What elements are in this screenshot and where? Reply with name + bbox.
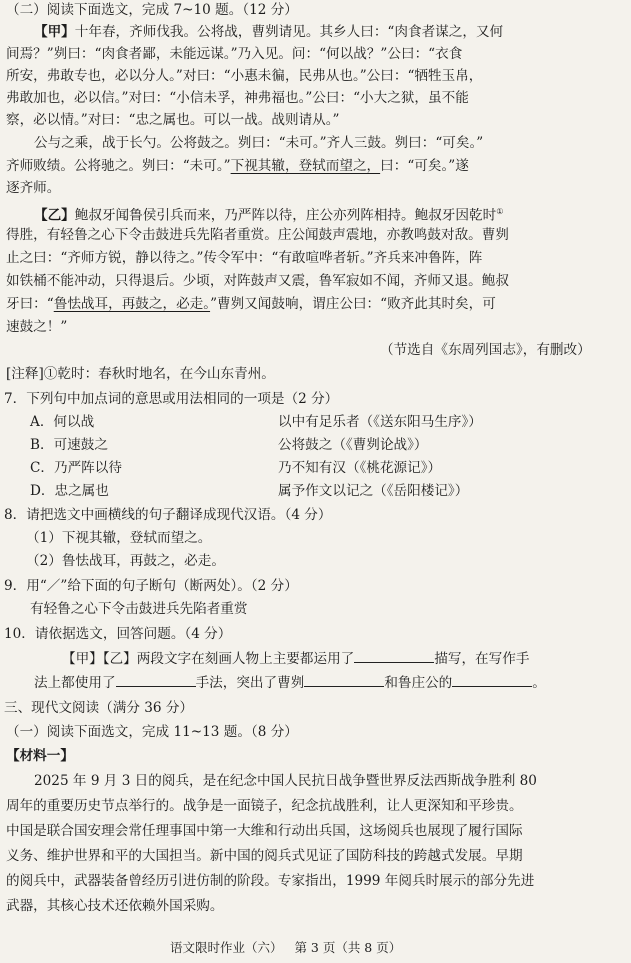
material-line-1: 2025 年 9 月 3 日的阅兵，是在纪念中国人民抗日战争暨世界反法西斯战争胜利 80 xyxy=(34,773,537,789)
yi-line-2: 得胜，有轻鲁之心下令击鼓进兵先陷者重赏。庄公闻鼓声震地，亦教鸣鼓对敌。曹刿 xyxy=(6,227,509,243)
jia-line-4: 弗敢加也，必以信。”对曰：“小信未孚，神弗福也。”公曰：“小大之狱，虽不能 xyxy=(6,90,469,106)
yi-line-3: 止之曰：“齐师方锐，静以待之。”传令军中：“有敢喧哗者斩。”齐兵来冲鲁阵，阵 xyxy=(6,250,483,266)
q7-option-b-compare: 公将鼓之（《曹刿论战》） xyxy=(278,437,428,453)
q7-stem: 7．下列句中加点词的意思或用法相同的一项是（2 分） xyxy=(4,391,339,407)
q10-blank-2[interactable] xyxy=(116,672,196,687)
yi-line-5: 牙曰：“鲁怯战耳，再鼓之，必走。”曹刿又闻鼓响，谓庄公曰：“败齐此其时矣，可 xyxy=(6,296,496,312)
material-line-3: 中国是联合国安理会常任理事国中第一大维和行动出兵国，这场阅兵也展现了履行国际 xyxy=(6,823,523,839)
q7-option-d-compare: 属予作文以记之（《岳阳楼记》） xyxy=(278,483,469,499)
jia-line-1: 【甲】十年春，齐师伐我。公将战，曹刿请见。其乡人曰：“肉食者谋之，又何 xyxy=(34,24,504,40)
jia-line-7: 齐师败绩。公将驰之。刿曰：“未可。”下视其辙，登轼而望之，曰：“可矣。”遂 xyxy=(6,158,469,174)
q7-option-a: A．何以战 xyxy=(30,414,95,430)
section3-header: 三、现代文阅读（满分 36 分） xyxy=(4,700,194,716)
yi-line-6: 速鼓之！” xyxy=(6,319,68,335)
underlined-sentence-1: 下视其辙，登轼而望之， xyxy=(230,158,381,174)
q7-option-b: B．可速鼓之 xyxy=(30,437,108,453)
material-line-2: 周年的重要历史节点举行的。战争是一面镜子，纪念抗战胜利，让人更深知和平珍贵。 xyxy=(6,798,523,814)
jia-label: 【甲】 xyxy=(34,24,75,40)
q8-item-2: （2）鲁怯战耳，再鼓之，必走。 xyxy=(26,553,225,569)
jia-line-6: 公与之乘，战于长勺。公将鼓之。刿曰：“未可。”齐人三鼓。刿曰：“可矣。” xyxy=(34,135,484,151)
section3-subheader: （一）阅读下面选文，完成 11~13 题。（8 分） xyxy=(6,724,298,740)
annotation-note: [注释]①乾时：春秋时地名，在今山东青州。 xyxy=(6,366,275,382)
jia-line-3: 所安，弗敢专也，必以分人。”对曰：“小惠未徧，民弗从也。”公曰：“牺牲玉帛， xyxy=(6,68,483,84)
underlined-sentence-2: 鲁怯战耳，再鼓之，必走。 xyxy=(53,296,211,312)
material-line-5: 的阅兵中，武器装备曾经历引进仿制的阶段。专家指出，1999 年阅兵时展示的部分先进 xyxy=(6,873,535,889)
q10-blank-4[interactable] xyxy=(452,672,532,687)
source-citation: （节选自《东周列国志》，有删改） xyxy=(380,342,591,358)
q7-option-c: C．乃严阵以待 xyxy=(30,460,122,476)
footer xyxy=(170,938,401,958)
jia-line-5: 察，必以情。”对曰：“忠之属也。可以一战。战则请从。” xyxy=(6,112,340,128)
q9-stem: 9．用“／”给下面的句子断句（断两处）。（2 分） xyxy=(4,578,298,594)
jia-line-8: 逐齐师。 xyxy=(6,180,61,196)
yi-label: 【乙】 xyxy=(34,207,75,224)
yi-line-4: 如铁桶不能冲动，只得退后。少顷，对阵鼓声又震，鲁军寂如不闻，齐师又退。鲍叔 xyxy=(6,273,509,289)
q9-sentence: 有轻鲁之心下令击鼓进兵先陷者重赏 xyxy=(30,601,248,617)
material-line-6: 武器，其核心技术还依赖外国采购。 xyxy=(6,898,224,914)
q10-line-2: 法上都使用了 手法，突出了曹刿 和鲁庄公的 。 xyxy=(34,672,546,693)
q7-option-c-compare: 乃不知有汉（《桃花源记》） xyxy=(278,460,442,476)
footer-title: 语文限时作业（六） xyxy=(170,940,283,955)
material-one-label: 【材料一】 xyxy=(6,748,74,764)
material-line-4: 义务、维护世界和平的大国担当。新中国的阅兵式见证了国防科技的跨越式发展。早期 xyxy=(6,848,523,864)
page-number: 第 3 页（共 8 页） xyxy=(294,940,402,955)
q8-stem: 8．请把选文中画横线的句子翻译成现代汉语。（4 分） xyxy=(4,507,332,523)
q7-option-d: D．忠之属也 xyxy=(30,483,109,499)
jia-line-2: 间焉？”刿曰：“肉食者鄙，未能远谋。”乃入见。问：“何以战？”公曰：“衣食 xyxy=(6,46,463,62)
q8-item-1: （1）下视其辙，登轼而望之。 xyxy=(26,530,212,546)
q10-blank-1[interactable] xyxy=(354,648,434,663)
q10-blank-3[interactable] xyxy=(304,672,384,687)
yi-line-1: 【乙】鲍叔牙闻鲁侯引兵而来，乃严阵以待，庄公亦列阵相持。鲍叔牙因乾时① xyxy=(34,207,504,224)
footnote-marker: ① xyxy=(496,207,504,216)
q10-line-1: 【甲】【乙】两段文字在刻画人物上主要都运用了 描写，在写作手 xyxy=(62,648,529,669)
q10-stem: 10．请依据选文，回答问题。（4 分） xyxy=(4,626,232,642)
q7-option-a-compare: 以中有足乐者（《送东阳马生序》） xyxy=(278,414,482,430)
section2-header: （二）阅读下面选文，完成 7~10 题。（12 分） xyxy=(6,2,298,18)
